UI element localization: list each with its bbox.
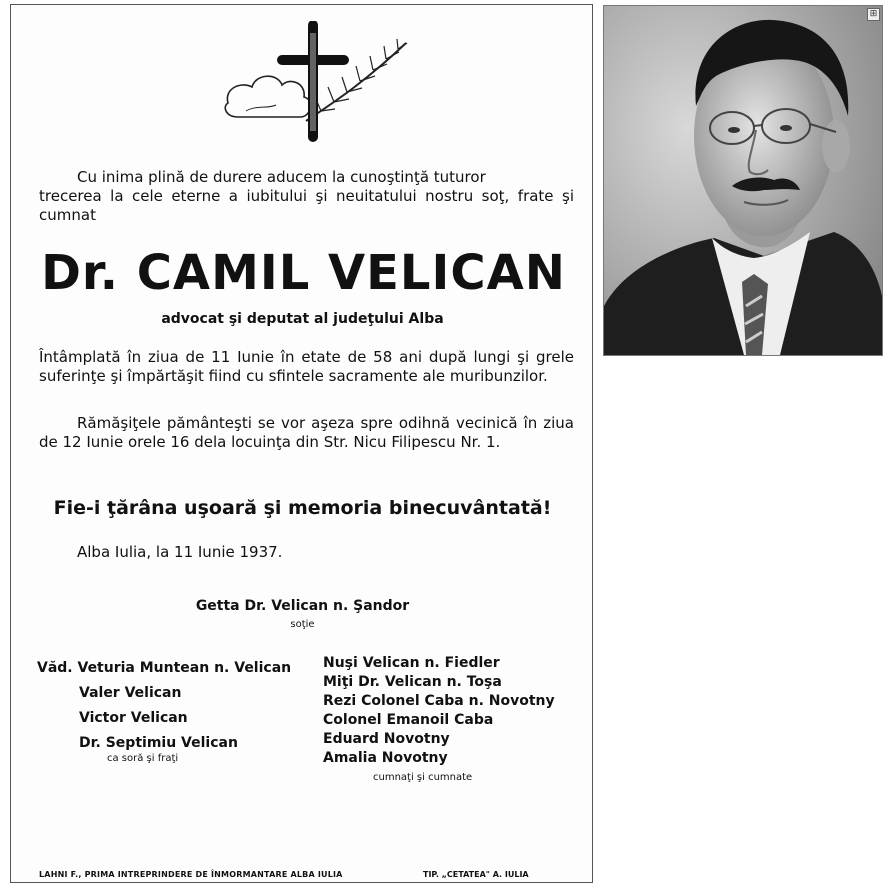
funeral-details-text: Rămăşiţele pământeşti se vor aşeza spre odihnă vecinică în ziua de 12 Iunie orele 16 dela locuinţa din Str. Nicu Filipescu Nr. 1. [39,414,574,451]
death-details: Întâmplată în ziua de 11 Iunie în etate de 58 ani după lungi şi grele suferinţe şi împărtăşit fiind cu sfintele sacramente ale muribunzilor. [39,348,574,385]
deceased-title: advocat şi deputat al judeţului Alba [161,311,444,327]
in-laws-caption: cumnaţi şi cumnate [373,772,473,783]
funeral-home-credit: LAHNI F., PRIMA INTREPRINDERE DE ÎNMORMANTARE ALBA IULIA [39,870,343,879]
list-item: Rezi Colonel Caba n. Novotny [323,693,555,709]
expand-icon[interactable]: ⊞ [867,8,880,21]
siblings-list [37,656,307,756]
portrait-photo [603,5,883,356]
intro-rest: trecerea la cele eterne a iubitului şi neuitatului nostru soţ, frate şi cumnat [39,187,574,224]
list-item: Colonel Emanoil Caba [323,712,494,728]
intro-line1: Cu inima plină de durere aducem la cunoştinţă tuturor [77,168,486,186]
obituary-notice [10,4,593,883]
deceased-name: Dr. CAMIL VELICAN [41,245,566,301]
list-item: Valer Velican [79,685,182,701]
place-date: Alba Iulia, la 11 Iunie 1937. [77,543,283,561]
list-item: Văd. Veturia Muntean n. Velican [37,660,292,676]
printer-credit: TIP. „CETATEA" A. IULIA [423,870,529,879]
list-item: Amalia Novotny [323,750,448,766]
widow-name: Getta Dr. Velican n. Şandor [195,598,410,614]
list-item: Miţi Dr. Velican n. Toşa [323,674,502,690]
intro-text [39,168,574,225]
list-item: Eduard Novotny [323,731,450,747]
list-item: Victor Velican [79,710,188,726]
blessing: Fie-i ţărâna uşoară şi memoria binecuvântată! [53,497,552,519]
widow-role: soţie [290,619,315,630]
list-item: Nuşi Velican n. Fiedler [323,655,500,671]
man-portrait-icon [604,6,882,355]
in-laws-list [323,654,583,768]
cross-with-palm-icon [216,21,416,145]
list-item: Dr. Septimiu Velican [79,735,238,751]
siblings-caption: ca soră şi fraţi [107,753,179,764]
funeral-details [39,414,574,452]
